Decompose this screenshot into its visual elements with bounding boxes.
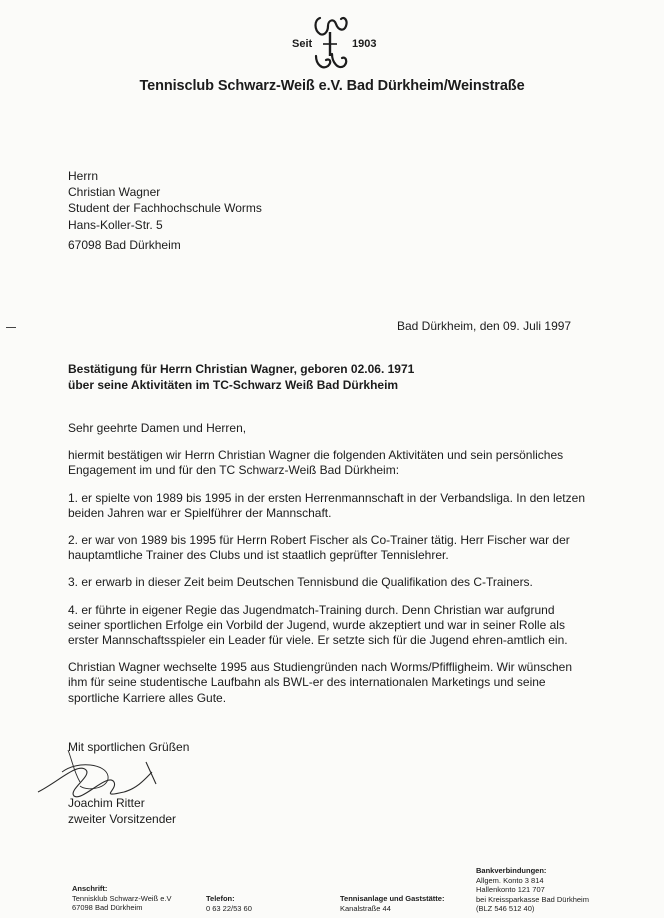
- closing-greeting: Mit sportlichen Grüßen: [68, 740, 190, 754]
- footer-bank: [476, 866, 589, 914]
- activity-item-4: 4. er führte in eigener Regie das Jugendmatch-Training durch. Denn Christian war aufgrund seiner sportlichen Erfolge ein Vorbild der Jugend, wurde akzeptiert und war in seiner Rolle als erster Mannschaftsspieler ein Leader für viele. Er setzte sich für die Jugend ehren-amtlich ein.: [68, 602, 568, 648]
- signer-role: zweiter Vorsitzender: [68, 812, 177, 826]
- footer-address: [72, 884, 171, 913]
- letterhead-seit: Seit: [292, 38, 313, 50]
- letterhead-year: 1903: [352, 38, 377, 50]
- closing-paragraph: Christian Wagner wechselte 1995 aus Studiengründen nach Worms/Pfiffligheim. Wir wünschen ihm für seine studentische Laufbahn als BWL-er des internationalen Marketings und seine sportliche Karriere alles Gute.: [68, 660, 573, 705]
- footer-phone: [206, 894, 252, 913]
- signer-name: Joachim Ritter: [68, 796, 145, 810]
- footer-bank-line3: bei Kreissparkasse Bad Dürkheim: [476, 894, 589, 904]
- signer-block: [68, 795, 176, 827]
- fold-mark: [6, 327, 16, 328]
- salutation: Sehr geehrte Damen und Herren,: [68, 421, 247, 435]
- footer-venue-value: Kanalstraße 44: [340, 903, 391, 913]
- footer-bank-line1: Allgem. Konto 3 814: [476, 875, 544, 885]
- recipient-line: Student der Fachhochschule Worms: [68, 201, 262, 216]
- footer-venue: [340, 894, 444, 913]
- footer-bank-line2: Hallenkonto 121 707: [476, 885, 545, 894]
- footer-phone-value: 0 63 22/53 60: [206, 903, 252, 913]
- activity-item-2: 2. er war von 1989 bis 1995 für Herrn Robert Fischer als Co-Trainer tätig. Herr Fischer war der hauptamtliche Trainer des Clubs und ist staatlich geprüfter Tennislehrer.: [68, 533, 570, 563]
- footer-phone-label: Telefon:: [206, 894, 235, 903]
- recipient-address: [68, 168, 262, 233]
- recipient-line: Christian Wagner: [68, 185, 161, 200]
- footer-bank-label: Bankverbindungen:: [476, 866, 547, 875]
- activity-item-3: 3. er erwarb in dieser Zeit beim Deutschen Tennisbund die Qualifikation des C-Trainers.: [68, 575, 533, 590]
- subject-line-1: Bestätigung für Herrn Christian Wagner, geboren 02.06. 1971: [68, 362, 415, 376]
- letter-subject: [68, 362, 414, 393]
- recipient-line: Herrn: [68, 169, 99, 183]
- club-name: Tennisclub Schwarz-Weiß e.V. Bad Dürkheim/Weinstraße: [139, 78, 525, 94]
- footer-venue-label: Tennisanlage und Gaststätte:: [340, 894, 445, 903]
- subject-line-2: über seine Aktivitäten im TC-Schwarz Weiß Bad Dürkheim: [68, 377, 399, 392]
- letter-date: Bad Dürkheim, den 09. Juli 1997: [397, 319, 572, 333]
- footer-bank-line4: (BLZ 546 512 40): [476, 904, 535, 913]
- recipient-city: 67098 Bad Dürkheim: [68, 238, 181, 252]
- letter-body: [68, 421, 588, 718]
- footer-address-line1: Tennisklub Schwarz-Weiß e.V: [72, 893, 172, 903]
- recipient-line: Hans-Koller-Str. 5: [68, 217, 163, 232]
- footer-address-label: Anschrift:: [72, 884, 108, 893]
- intro-paragraph: hiermit bestätigen wir Herrn Christian Wagner die folgenden Aktivitäten und sein persönliches Engagement im und für den TC Schwarz-Weiß Bad Dürkheim:: [68, 448, 564, 478]
- club-logo: [308, 14, 352, 74]
- activity-item-1: 1. er spielte von 1989 bis 1995 in der ersten Herrenmannschaft in der Verbandsliga. In den letzen beiden Jahren war er Spielführer der Mannschaft.: [68, 490, 585, 520]
- footer-address-line2: 67098 Bad Dürkheim: [72, 903, 143, 912]
